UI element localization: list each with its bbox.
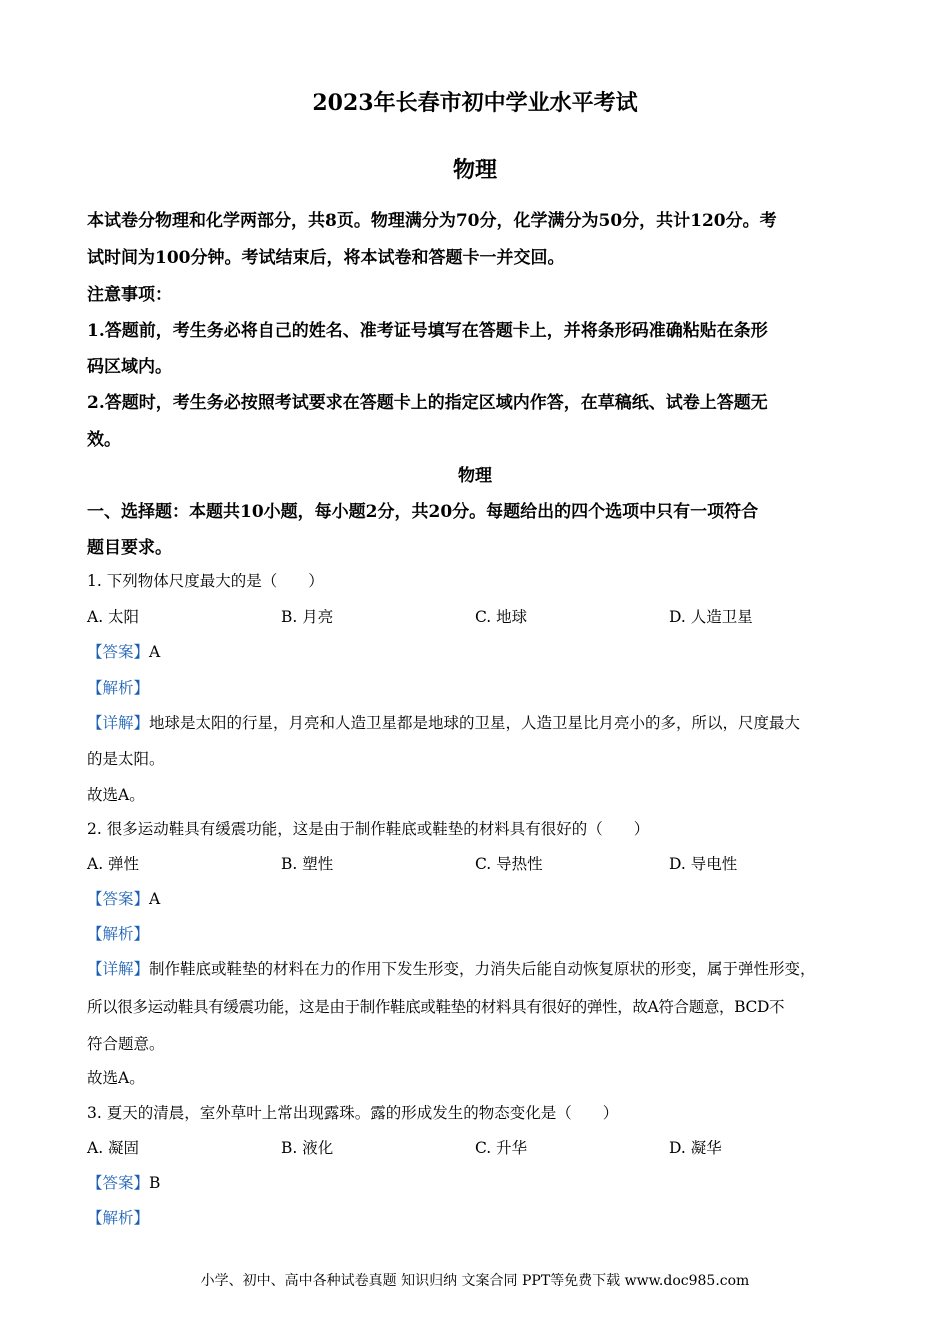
question-2-option-b: B. 塑性	[281, 855, 334, 873]
question-2-analysis-tag: 【解析】	[87, 925, 150, 943]
question-1-option-b: B. 月亮	[281, 608, 334, 626]
section-heading-line-1: 一、选择题：本题共10小题，每小题2分，共20分。每题给出的四个选项中只有一项符合	[87, 502, 759, 522]
question-1-option-d: D. 人造卫星	[669, 608, 753, 626]
question-2-answer	[87, 887, 160, 909]
detail-tag: 【详解】	[87, 714, 150, 732]
question-3-option-d: D. 凝华	[669, 1139, 722, 1157]
question-3-answer	[87, 1171, 160, 1193]
detail-text: 地球是太阳的行星，月亮和人造卫星都是地球的卫星，人造卫星比月亮小的多，所以，尺度最大	[149, 714, 801, 732]
question-3-option-c: C. 升华	[475, 1139, 528, 1157]
question-2-conclusion: 故选A。	[87, 1069, 145, 1087]
detail-text: 制作鞋底或鞋垫的材料在力的作用下发生形变，力消失后能自动恢复原状的形变，属于弹性形变，	[149, 960, 816, 978]
answer-value: A	[149, 890, 161, 908]
intro-line-2: 试时间为100分钟。考试结束后，将本试卷和答题卡一并交回。	[87, 248, 565, 268]
question-2-detail-line-2: 所以很多运动鞋具有缓震功能，这是由于制作鞋底或鞋垫的材料具有很好的弹性，故A符合题意，BCD不	[87, 998, 785, 1016]
question-2-option-d: D. 导电性	[669, 855, 738, 873]
section-subject-label: 物理	[458, 466, 492, 486]
detail-tag: 【详解】	[87, 960, 150, 978]
question-2-option-a: A. 弹性	[87, 855, 140, 873]
question-1-conclusion: 故选A。	[87, 786, 145, 804]
question-1-option-c: C. 地球	[475, 608, 528, 626]
question-3-analysis-tag: 【解析】	[87, 1209, 150, 1227]
answer-value: B	[149, 1174, 161, 1192]
exam-title: 2023年长春市初中学业水平考试	[312, 90, 638, 116]
answer-tag: 【答案】	[87, 1174, 150, 1192]
question-2-stem: 2. 很多运动鞋具有缓震功能，这是由于制作鞋底或鞋垫的材料具有很好的（ ）	[87, 820, 650, 838]
question-1-option-a: A. 太阳	[87, 608, 140, 626]
subject-title: 物理	[452, 157, 497, 183]
question-3-stem: 3. 夏天的清晨，室外草叶上常出现露珠。露的形成发生的物态变化是（ ）	[87, 1104, 619, 1122]
section-heading-line-2: 题目要求。	[87, 538, 172, 558]
question-2-detail-line-1	[87, 957, 816, 979]
question-3-option-a: A. 凝固	[87, 1139, 140, 1157]
intro-line-1: 本试卷分物理和化学两部分，共8页。物理满分为70分，化学满分为50分，共计120分。考	[87, 211, 777, 231]
question-1-analysis-tag: 【解析】	[87, 679, 150, 697]
notice-item-2-line-2: 效。	[87, 430, 121, 450]
question-3-option-b: B. 液化	[281, 1139, 334, 1157]
answer-tag: 【答案】	[87, 643, 150, 661]
question-2-option-c: C. 导热性	[475, 855, 543, 873]
answer-value: A	[149, 643, 161, 661]
notice-item-1-line-2: 码区域内。	[87, 357, 172, 377]
question-2-detail-line-3: 符合题意。	[87, 1035, 165, 1053]
answer-tag: 【答案】	[87, 890, 150, 908]
question-1-stem: 1. 下列物体尺度最大的是（ ）	[87, 572, 324, 590]
notice-item-1-line-1: 1.答题前，考生务必将自己的姓名、准考证号填写在答题卡上，并将条形码准确粘贴在条形	[87, 321, 768, 341]
notice-heading: 注意事项：	[87, 285, 172, 305]
question-1-detail-line-1	[87, 711, 800, 733]
notice-item-2-line-1: 2.答题时，考生务必按照考试要求在答题卡上的指定区域内作答，在草稿纸、试卷上答题无	[87, 393, 768, 413]
question-1-answer	[87, 640, 160, 662]
footer-text: 小学、初中、高中各种试卷真题 知识归纳 文案合同 PPT等免费下载 www.doc985.com	[200, 1273, 750, 1289]
question-1-detail-line-2: 的是太阳。	[87, 750, 165, 768]
